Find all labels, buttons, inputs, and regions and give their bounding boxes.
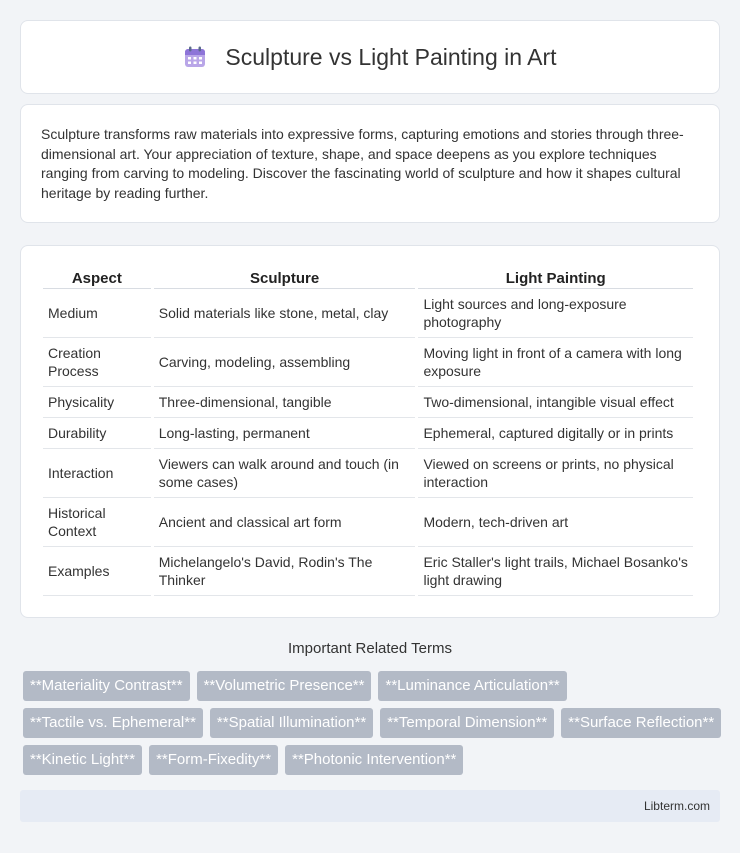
term-tag[interactable]: **Photonic Intervention** [285,745,463,775]
cell-aspect: Examples [43,547,151,596]
term-tag[interactable]: **Spatial Illumination** [210,708,373,738]
cell-aspect: Medium [43,289,151,338]
header-light-painting: Light Painting [418,265,693,289]
cell-light-painting: Eric Staller's light trails, Michael Bosanko's light drawing [418,547,693,596]
cell-sculpture: Three-dimensional, tangible [154,387,416,418]
cell-aspect: Historical Context [43,498,151,547]
intro-paragraph: Sculpture transforms raw materials into expressive forms, capturing emotions and stories through three-dimensional art. Your appreciation of texture, shape, and space deepens as you explore techniques ranging from carving to modeling. Discover the fascinating world of sculpture and how it shapes cultural heritage by reading further. [41,126,684,201]
table-row [43,338,693,387]
cell-aspect: Durability [43,418,151,449]
related-terms-list [23,671,723,775]
title-card [20,20,720,94]
term-tag[interactable]: **Materiality Contrast** [23,671,190,701]
term-tag[interactable]: **Surface Reflection** [561,708,721,738]
table-row [43,387,693,418]
cell-sculpture: Viewers can walk around and touch (in some cases) [154,449,416,498]
cell-light-painting: Light sources and long-exposure photography [418,289,693,338]
calendar-icon [183,45,207,69]
related-terms-heading: Important Related Terms [288,640,452,657]
term-tag[interactable]: **Temporal Dimension** [380,708,554,738]
page-title: Sculpture vs Light Painting in Art [225,43,557,70]
term-tag[interactable]: **Kinetic Light** [23,745,142,775]
term-tag[interactable]: **Tactile vs. Ephemeral** [23,708,203,738]
cell-sculpture: Solid materials like stone, metal, clay [154,289,416,338]
header-sculpture: Sculpture [154,265,416,289]
table-row [43,449,693,498]
comparison-card [20,245,720,618]
table-row [43,289,693,338]
intro-card [20,104,720,223]
cell-light-painting: Two-dimensional, intangible visual effect [418,387,693,418]
cell-aspect: Physicality [43,387,151,418]
cell-light-painting: Viewed on screens or prints, no physical interaction [418,449,693,498]
table-row [43,418,693,449]
table-row [43,547,693,596]
term-tag[interactable]: **Luminance Articulation** [378,671,566,701]
cell-aspect: Interaction [43,449,151,498]
table-row [43,498,693,547]
term-tag[interactable]: **Volumetric Presence** [197,671,372,701]
footer [20,790,720,822]
header-aspect: Aspect [43,265,151,289]
cell-sculpture: Michelangelo's David, Rodin's The Thinker [154,547,416,596]
cell-aspect: Creation Process [43,338,151,387]
cell-light-painting: Ephemeral, captured digitally or in prints [418,418,693,449]
cell-light-painting: Modern, tech-driven art [418,498,693,547]
cell-sculpture: Long-lasting, permanent [154,418,416,449]
term-tag[interactable]: **Form-Fixedity** [149,745,278,775]
table-header-row [43,265,693,289]
comparison-table [40,265,696,596]
cell-sculpture: Ancient and classical art form [154,498,416,547]
footer-site-link[interactable]: Libterm.com [643,799,710,813]
cell-sculpture: Carving, modeling, assembling [154,338,416,387]
cell-light-painting: Moving light in front of a camera with long exposure [418,338,693,387]
